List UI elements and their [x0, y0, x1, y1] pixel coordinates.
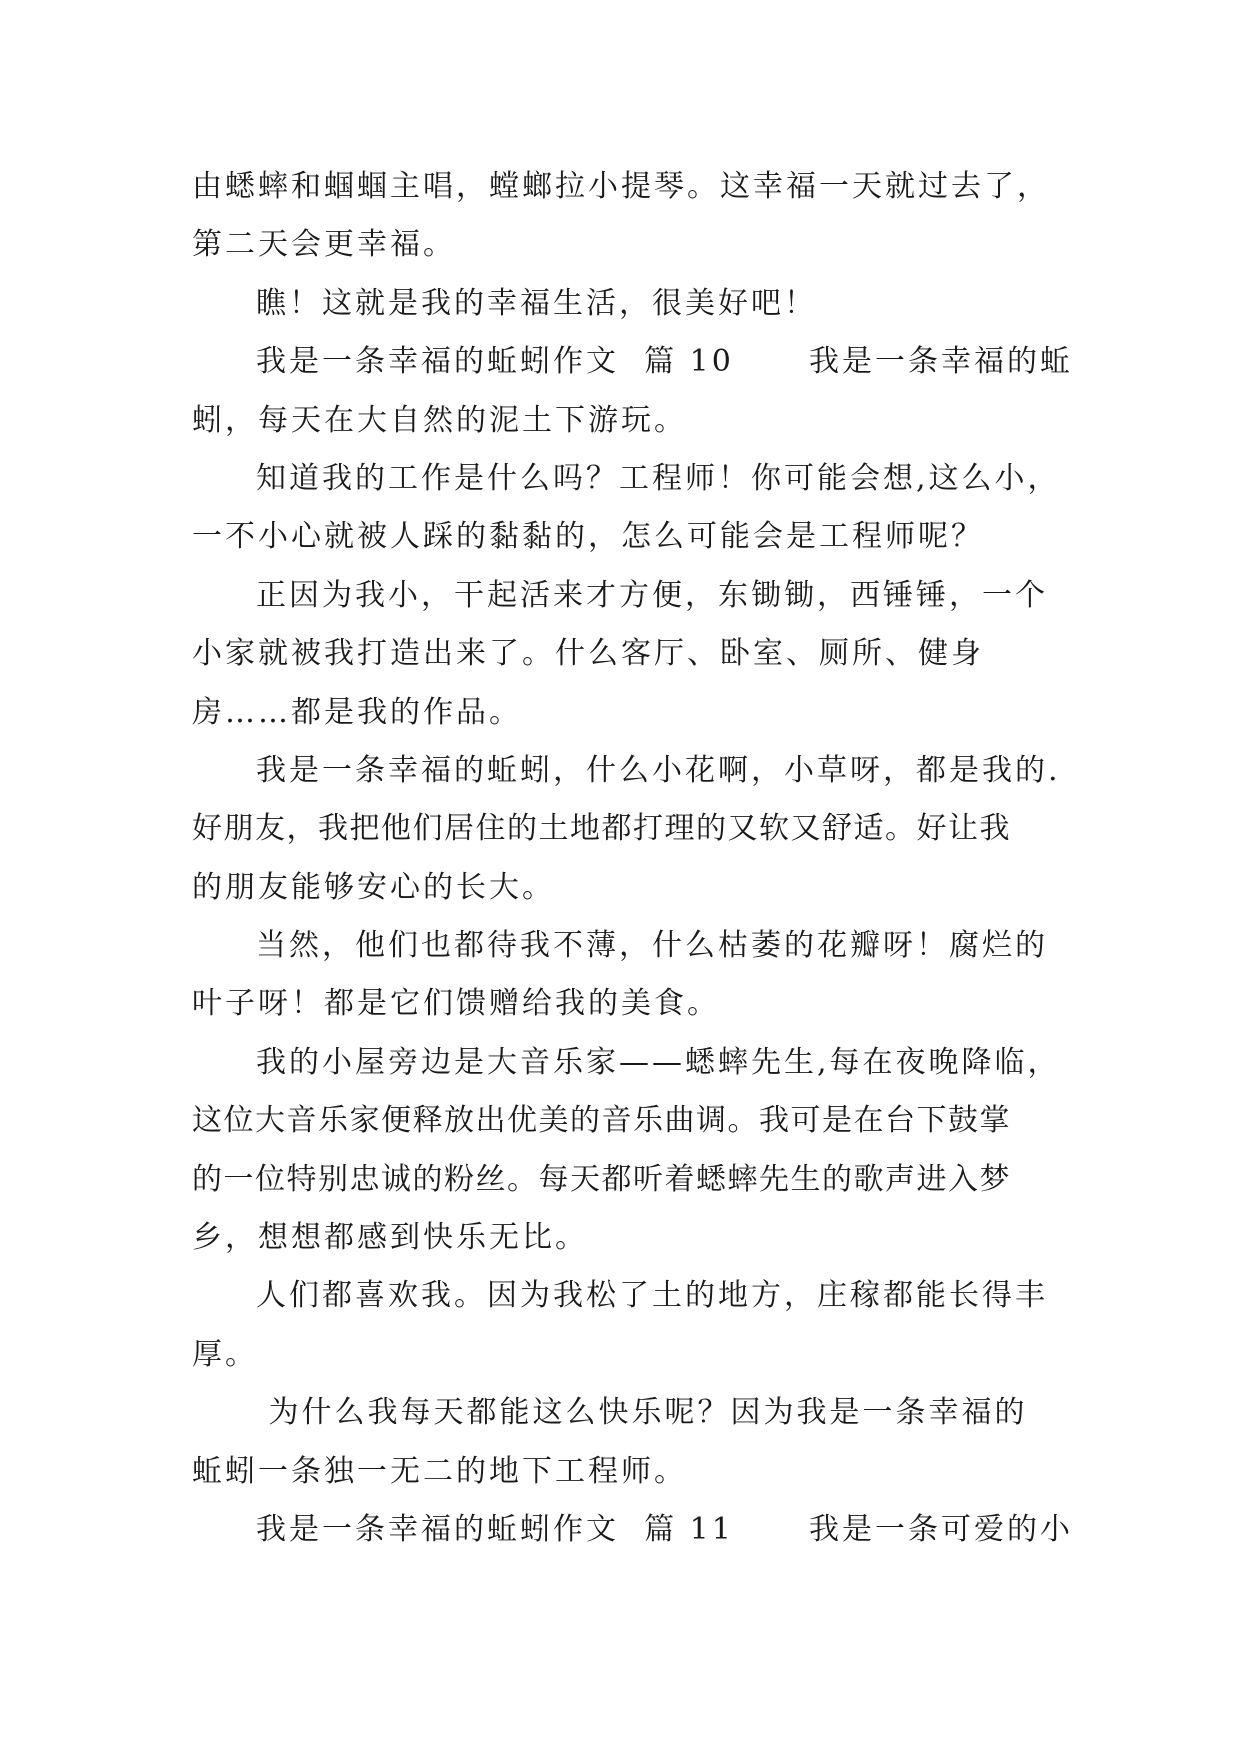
article-heading-line — [192, 333, 1072, 391]
text-line — [192, 450, 1072, 508]
text-line — [192, 742, 1072, 800]
line-text: 这位大音乐家便释放出优美的音乐曲调。我可是在台下鼓掌 — [192, 1103, 1011, 1139]
line-text: 我是一条幸福的蚯蚓，什么小花啊，小草呀，都是我的. — [256, 752, 1061, 788]
text-line — [192, 1384, 1072, 1442]
line-text: 的一位特别忠诚的粉丝。每天都听着蟋蟀先生的歌声进入梦 — [192, 1161, 1011, 1197]
text-line — [192, 1092, 1072, 1150]
line-text: 一不小心就被人踩的黏黏的，怎么可能会是工程师呢？ — [192, 519, 984, 555]
line-text: 由蟋蟀和蝈蝈主唱，螳螂拉小提琴。这幸福一天就过去了， — [192, 169, 1050, 204]
line-text: 蚓，每天在大自然的泥土下游玩。 — [192, 402, 687, 438]
line-text: 房……都是我的作品。 — [192, 694, 522, 730]
text-line — [192, 1326, 1072, 1384]
line-text: 小家就被我打造出来了。什么客厅、卧室、厕所、健身 — [192, 636, 984, 672]
text-line — [192, 625, 1072, 683]
text-line — [192, 1267, 1072, 1325]
line-text: 蚯蚓一条独一无二的地下工程师。 — [192, 1453, 687, 1489]
document-body — [192, 158, 1072, 1559]
line-text: 正因为我小，干起活来才方便，东锄锄，西锤锤，一个 — [256, 577, 1048, 613]
text-line — [192, 1151, 1072, 1209]
text-line — [192, 684, 1072, 742]
text-line — [192, 1034, 1072, 1092]
line-text: 厚。 — [192, 1336, 258, 1372]
text-line — [192, 567, 1072, 625]
line-text: 我是一条幸福的蚯蚓作文 篇 10 我是一条幸福的蚯 — [256, 344, 1073, 380]
line-text: 人们都喜欢我。因为我松了土的地方，庄稼都能长得丰 — [256, 1278, 1048, 1314]
text-line — [192, 508, 1072, 566]
line-text: 知道我的工作是什么吗？工程师！你可能会想,这么小， — [256, 460, 1061, 496]
line-text: 瞧！这就是我的幸福生活，很美好吧！ — [256, 285, 817, 321]
line-text: 当然，他们也都待我不薄，什么枯萎的花瓣呀！腐烂的 — [256, 928, 1048, 964]
line-text: 第二天会更幸福。 — [192, 227, 456, 263]
text-line — [192, 917, 1072, 975]
line-text: 我是一条幸福的蚯蚓作文 篇 11 我是一条可爱的小 — [256, 1511, 1073, 1547]
line-text: 叶子呀！都是它们馈赠给我的美食。 — [192, 986, 720, 1022]
text-line — [192, 216, 1072, 274]
text-line — [192, 158, 1072, 216]
article-heading-line — [192, 1501, 1072, 1559]
line-text: 我的小屋旁边是大音乐家——蟋蟀先生,每在夜晚降临， — [256, 1044, 1061, 1080]
text-line — [192, 1209, 1072, 1267]
text-line — [192, 275, 1072, 333]
line-text: 乡，想想都感到快乐无比。 — [192, 1220, 588, 1256]
line-text: 好朋友，我把他们居住的土地都打理的又软又舒适。好让我 — [192, 811, 1011, 847]
text-line — [192, 859, 1072, 917]
text-line — [192, 975, 1072, 1033]
text-line — [192, 800, 1072, 858]
line-text: 为什么我每天都能这么快乐呢？因为我是一条幸福的 — [256, 1395, 1028, 1431]
text-line — [192, 1443, 1072, 1501]
text-line — [192, 392, 1072, 450]
line-text: 的朋友能够安心的长大。 — [192, 869, 555, 905]
